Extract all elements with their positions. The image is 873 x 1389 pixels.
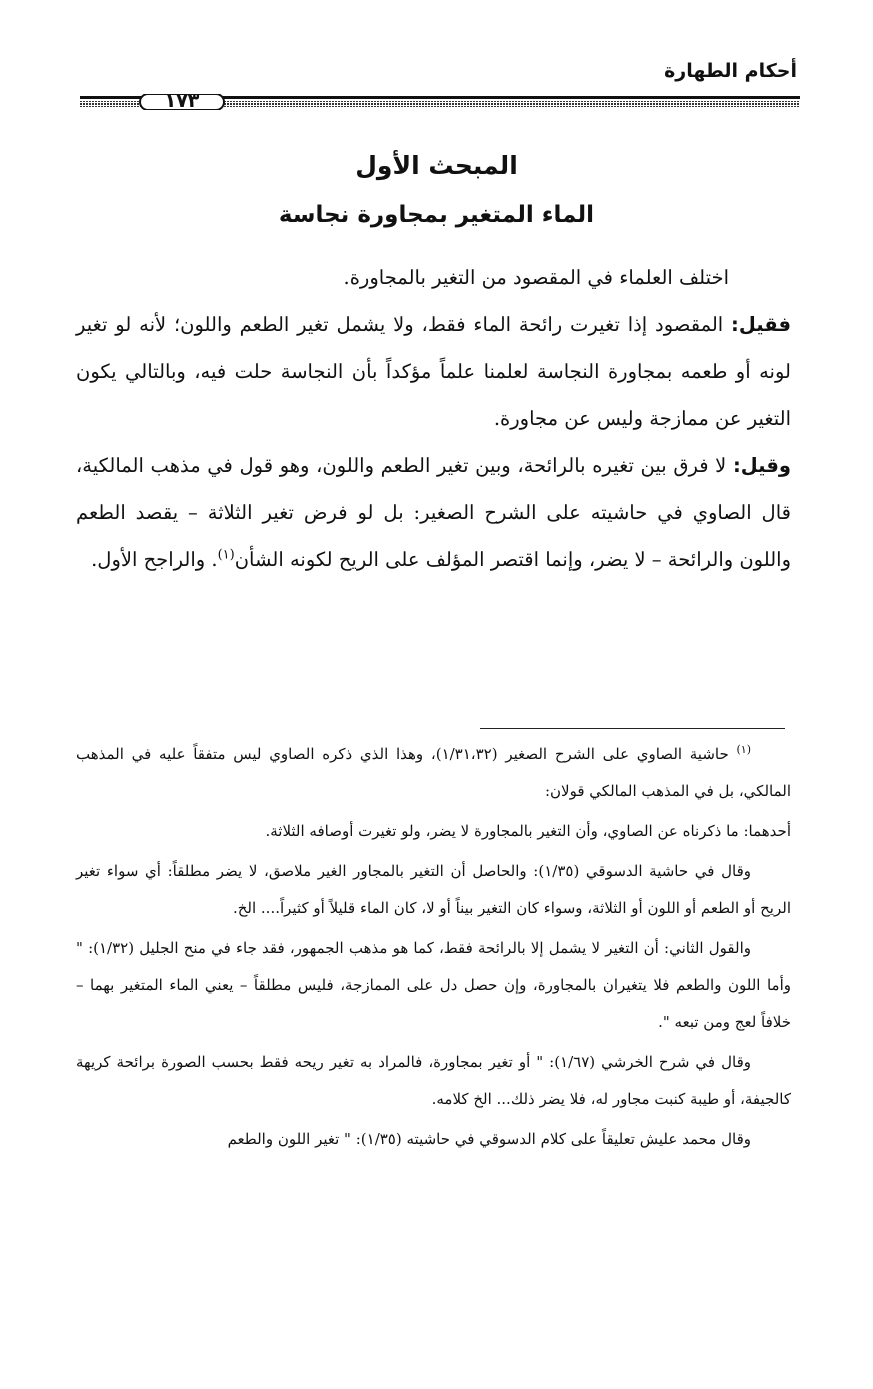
footnote-reference: (١) bbox=[217, 547, 235, 563]
second-opinion-paragraph bbox=[76, 442, 791, 583]
footnote-kharashi-quote: وقال في شرح الخرشي (١/٦٧): " أو تغير بمجاورة، فالمراد به تغير ريحه فقط بحسب الصورة برائحة كريهة كالجيفة، أو طيبة كنبت مجاور له، فلا يضر ذلك... الخ كلامه. bbox=[76, 1053, 791, 1108]
main-text bbox=[76, 254, 791, 583]
footnote-1-mark: (١) bbox=[736, 743, 751, 756]
section-title: الماء المتغير بمجاورة نجاسة bbox=[278, 202, 595, 228]
running-title: أحكام الطهارة bbox=[664, 60, 797, 82]
page-number: ١٧٣ bbox=[164, 90, 200, 112]
second-opinion-text: لا فرق بين تغيره بالرائحة، وبين تغير الطعم واللون، وهو قول في مذهب المالكية، قال الصاوي في حاشيته على الشرح الصغير: بل لو فرض تغير الثلاثة – يقصد الطعم واللون والرائحة – لا يضر، وإنما اقتصر المؤلف على الريح لكونه الشأن bbox=[76, 454, 791, 571]
intro-paragraph: اختلف العلماء في المقصود من التغير بالمجاورة. bbox=[343, 266, 729, 289]
footnote-separator bbox=[480, 728, 785, 729]
first-opinion-paragraph bbox=[76, 301, 791, 442]
first-opinion-lead: فقيل: bbox=[731, 313, 791, 336]
footnote-1-text: حاشية الصاوي على الشرح الصغير (١/٣١،٣٢)، وهذا الذي ذكره الصاوي ليس متفقاً عليه في المذهب المالكي، بل في المذهب المالكي قولان: bbox=[76, 745, 791, 800]
footnote-illish-quote: وقال محمد عليش تعليقاً على كلام الدسوقي في حاشيته (١/٣٥): " تغير اللون والطعم bbox=[227, 1130, 751, 1148]
second-opinion-lead: وقيل: bbox=[732, 454, 791, 477]
footnote-second-view: والقول الثاني: أن التغير لا يشمل إلا بالرائحة فقط، كما هو مذهب الجمهور، فقد جاء في منح الجليل (١/٣٢): " وأما اللون والطعم فلا يتغيران بالمجاورة، وإن حصل دل على الممازجة، فليس مطلقاً – يعني الماء المتغير بهما – خلافاً لعج ومن تبعه ". bbox=[76, 939, 791, 1031]
footnotes bbox=[76, 736, 791, 1158]
second-opinion-tail: . والراجح الأول. bbox=[91, 548, 218, 571]
first-opinion-text: المقصود إذا تغيرت رائحة الماء فقط، ولا يشمل تغير الطعم واللون؛ لأنه لو تغير لونه أو طعمه بمجاورة النجاسة لعلمنا علماً مؤكداً بأن النجاسة حلت فيه، وبالتالي يكون التغير عن ممازجة وليس عن مجاورة. bbox=[76, 313, 791, 430]
footnote-1 bbox=[76, 736, 791, 810]
chapter-title: المبحث الأول bbox=[355, 151, 518, 180]
footnote-dasuqi-quote: وقال في حاشية الدسوقي (١/٣٥): والحاصل أن التغير بالمجاور الغير ملاصق، لا يضر مطلقاً: أي سواء تغير الريح أو الطعم أو اللون أو الثلاثة، وسواء كان التغير بيناً أو لا، كان الماء قليلاً أو كثيراً.... الخ. bbox=[76, 862, 791, 917]
footnote-first-view: أحدهما: ما ذكرناه عن الصاوي، وأن التغير بالمجاورة لا يضر، ولو تغيرت أوصافه الثلاثة. bbox=[265, 822, 791, 840]
